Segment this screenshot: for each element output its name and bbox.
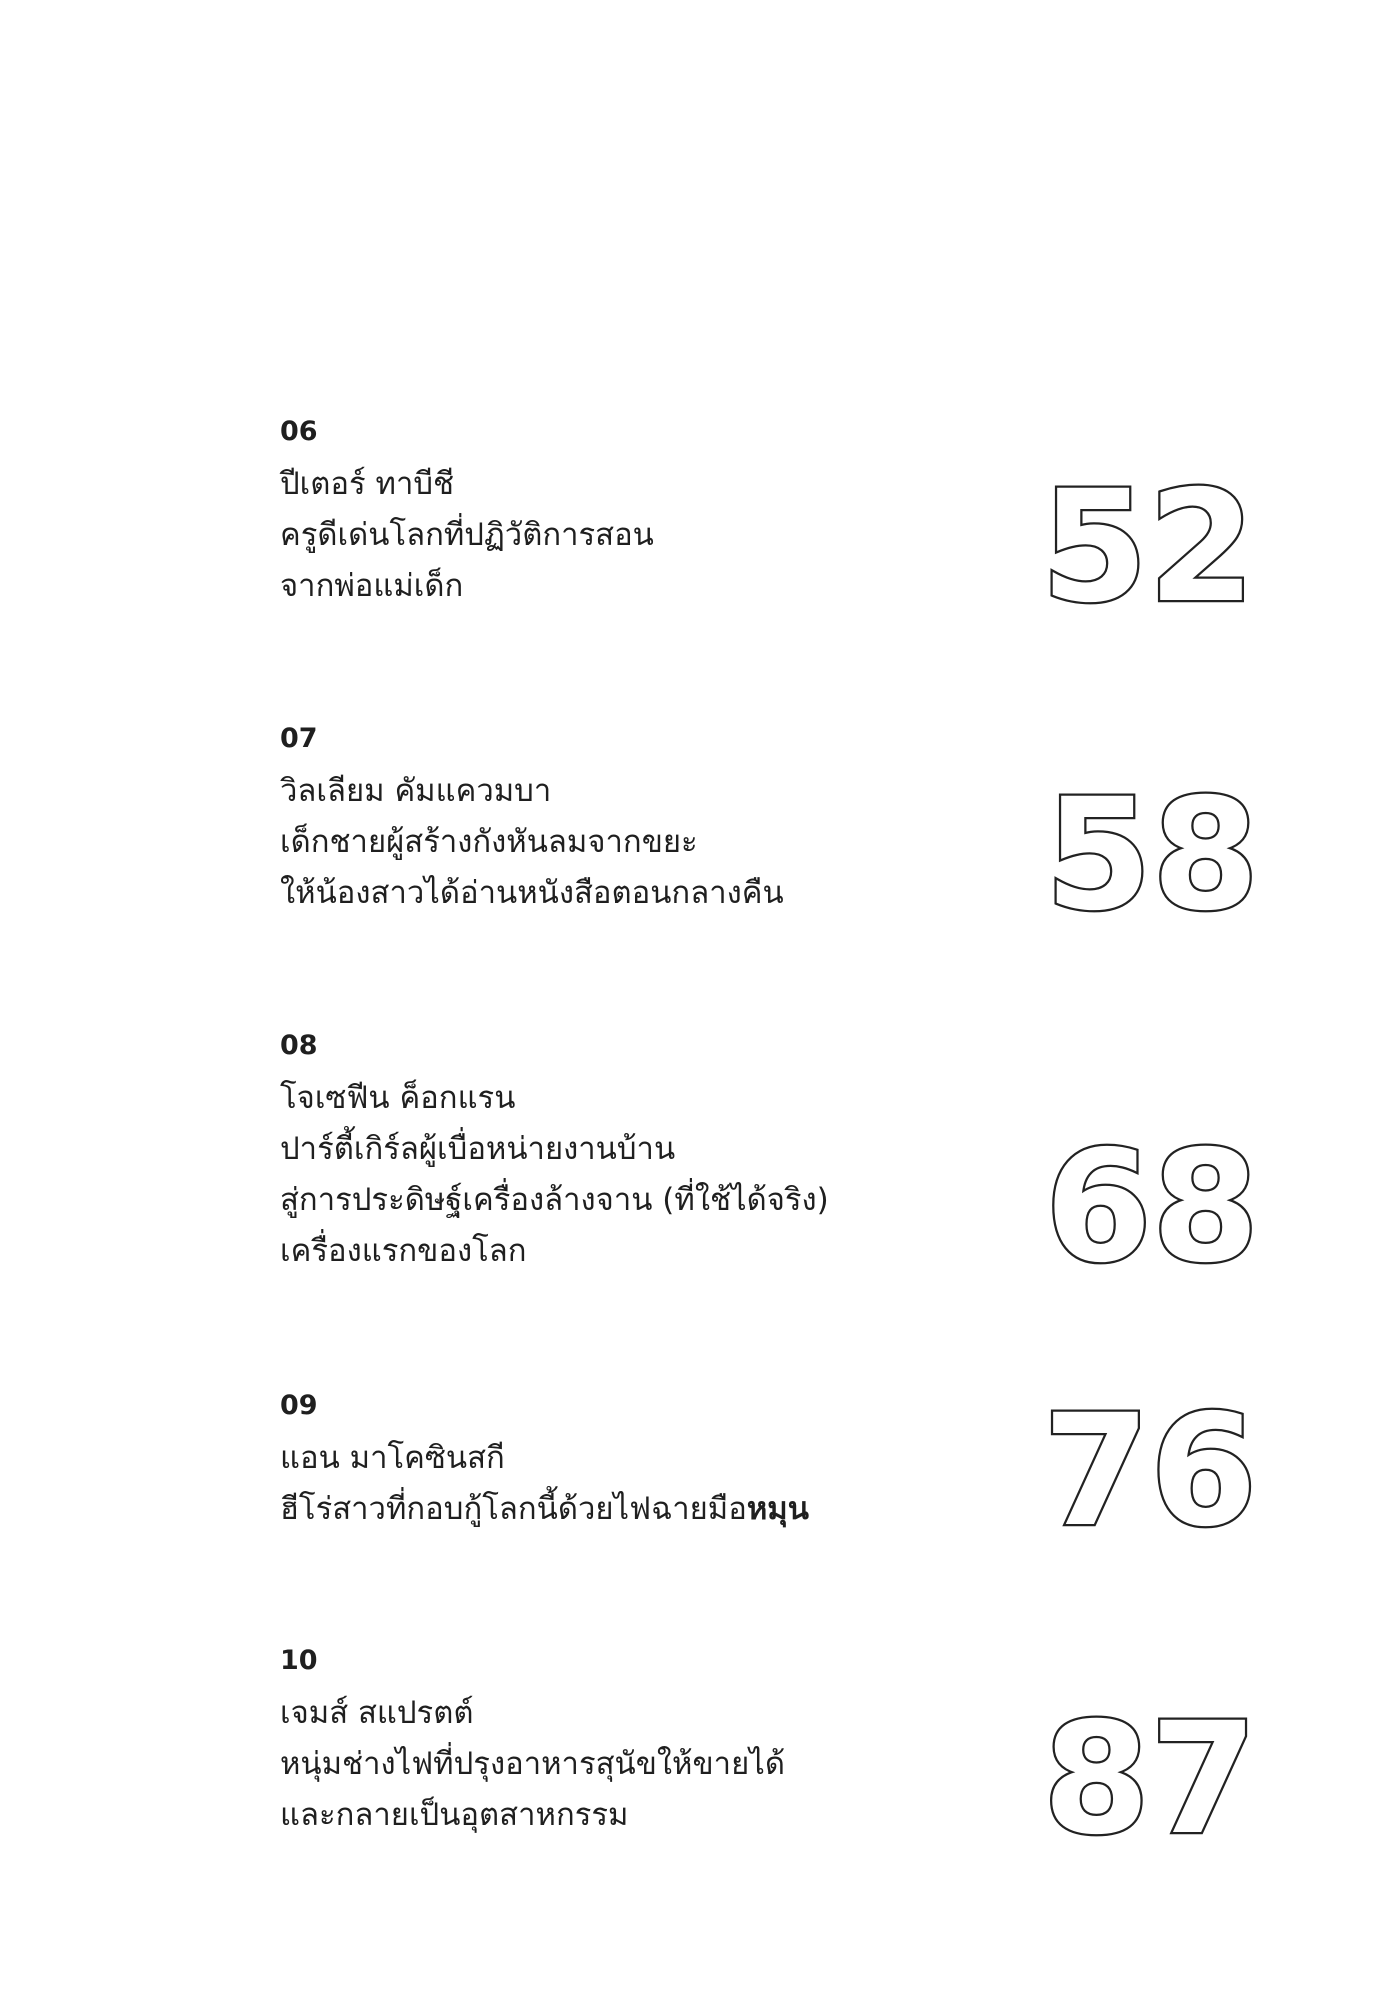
title-bold-word: หมุน	[746, 1491, 809, 1527]
page-number-52	[1040, 458, 1256, 637]
title-line: ครูดีเด่นโลกที่ปฏิวัติการสอน	[280, 517, 654, 553]
title-line: เครื่องแรกของโลก	[280, 1233, 527, 1269]
title-line: ปีเตอร์ ทาบีชี	[280, 466, 455, 502]
title-line: วิลเลียม คัมแควมบา	[280, 773, 552, 809]
page-number-text: 76	[1042, 1382, 1258, 1561]
chapter-number: 06	[280, 416, 318, 447]
title-line: จากพ่อแม่เด็ก	[280, 568, 464, 604]
page-number-text: 68	[1044, 1118, 1260, 1297]
chapter-number: 07	[280, 723, 318, 754]
title-line: เด็กชายผู้สร้างกังหันลมจากขยะ	[280, 824, 698, 860]
title-line: ปาร์ตี้เกิร์ลผู้เบื่อหน่ายงานบ้าน	[280, 1131, 676, 1167]
title-line: หนุ่มช่างไฟที่ปรุงอาหารสุนัขให้ขายได้	[280, 1746, 785, 1782]
title-line: ให้น้องสาวได้อ่านหนังสือตอนกลางคืน	[280, 875, 784, 911]
title-line: สู่การประดิษฐ์เครื่องล้างจาน (ที่ใช้ได้จริง)	[280, 1182, 829, 1218]
page-number-68	[1044, 1118, 1260, 1297]
chapter-number: 08	[280, 1030, 318, 1061]
page-number-76	[1042, 1382, 1258, 1561]
title-line: และกลายเป็นอุตสาหกรรม	[280, 1797, 629, 1833]
chapter-number: 10	[280, 1645, 318, 1676]
chapter-number: 09	[280, 1390, 318, 1421]
page-number-87	[1042, 1690, 1258, 1869]
title-line-text: ฮีโร่สาวที่กอบกู้โลกนี้ด้วยไฟฉายมือ	[280, 1491, 747, 1527]
title-line: โจเซฟีน ค็อกแรน	[280, 1080, 516, 1116]
title-line: แอน มาโคซินสกี	[280, 1440, 505, 1476]
page-number-58	[1044, 766, 1260, 945]
title-line: เจมส์ สแปรตต์	[280, 1695, 474, 1731]
page-number-text: 58	[1044, 766, 1260, 945]
page-number-text: 87	[1042, 1690, 1258, 1869]
page-number-text: 52	[1040, 458, 1256, 637]
